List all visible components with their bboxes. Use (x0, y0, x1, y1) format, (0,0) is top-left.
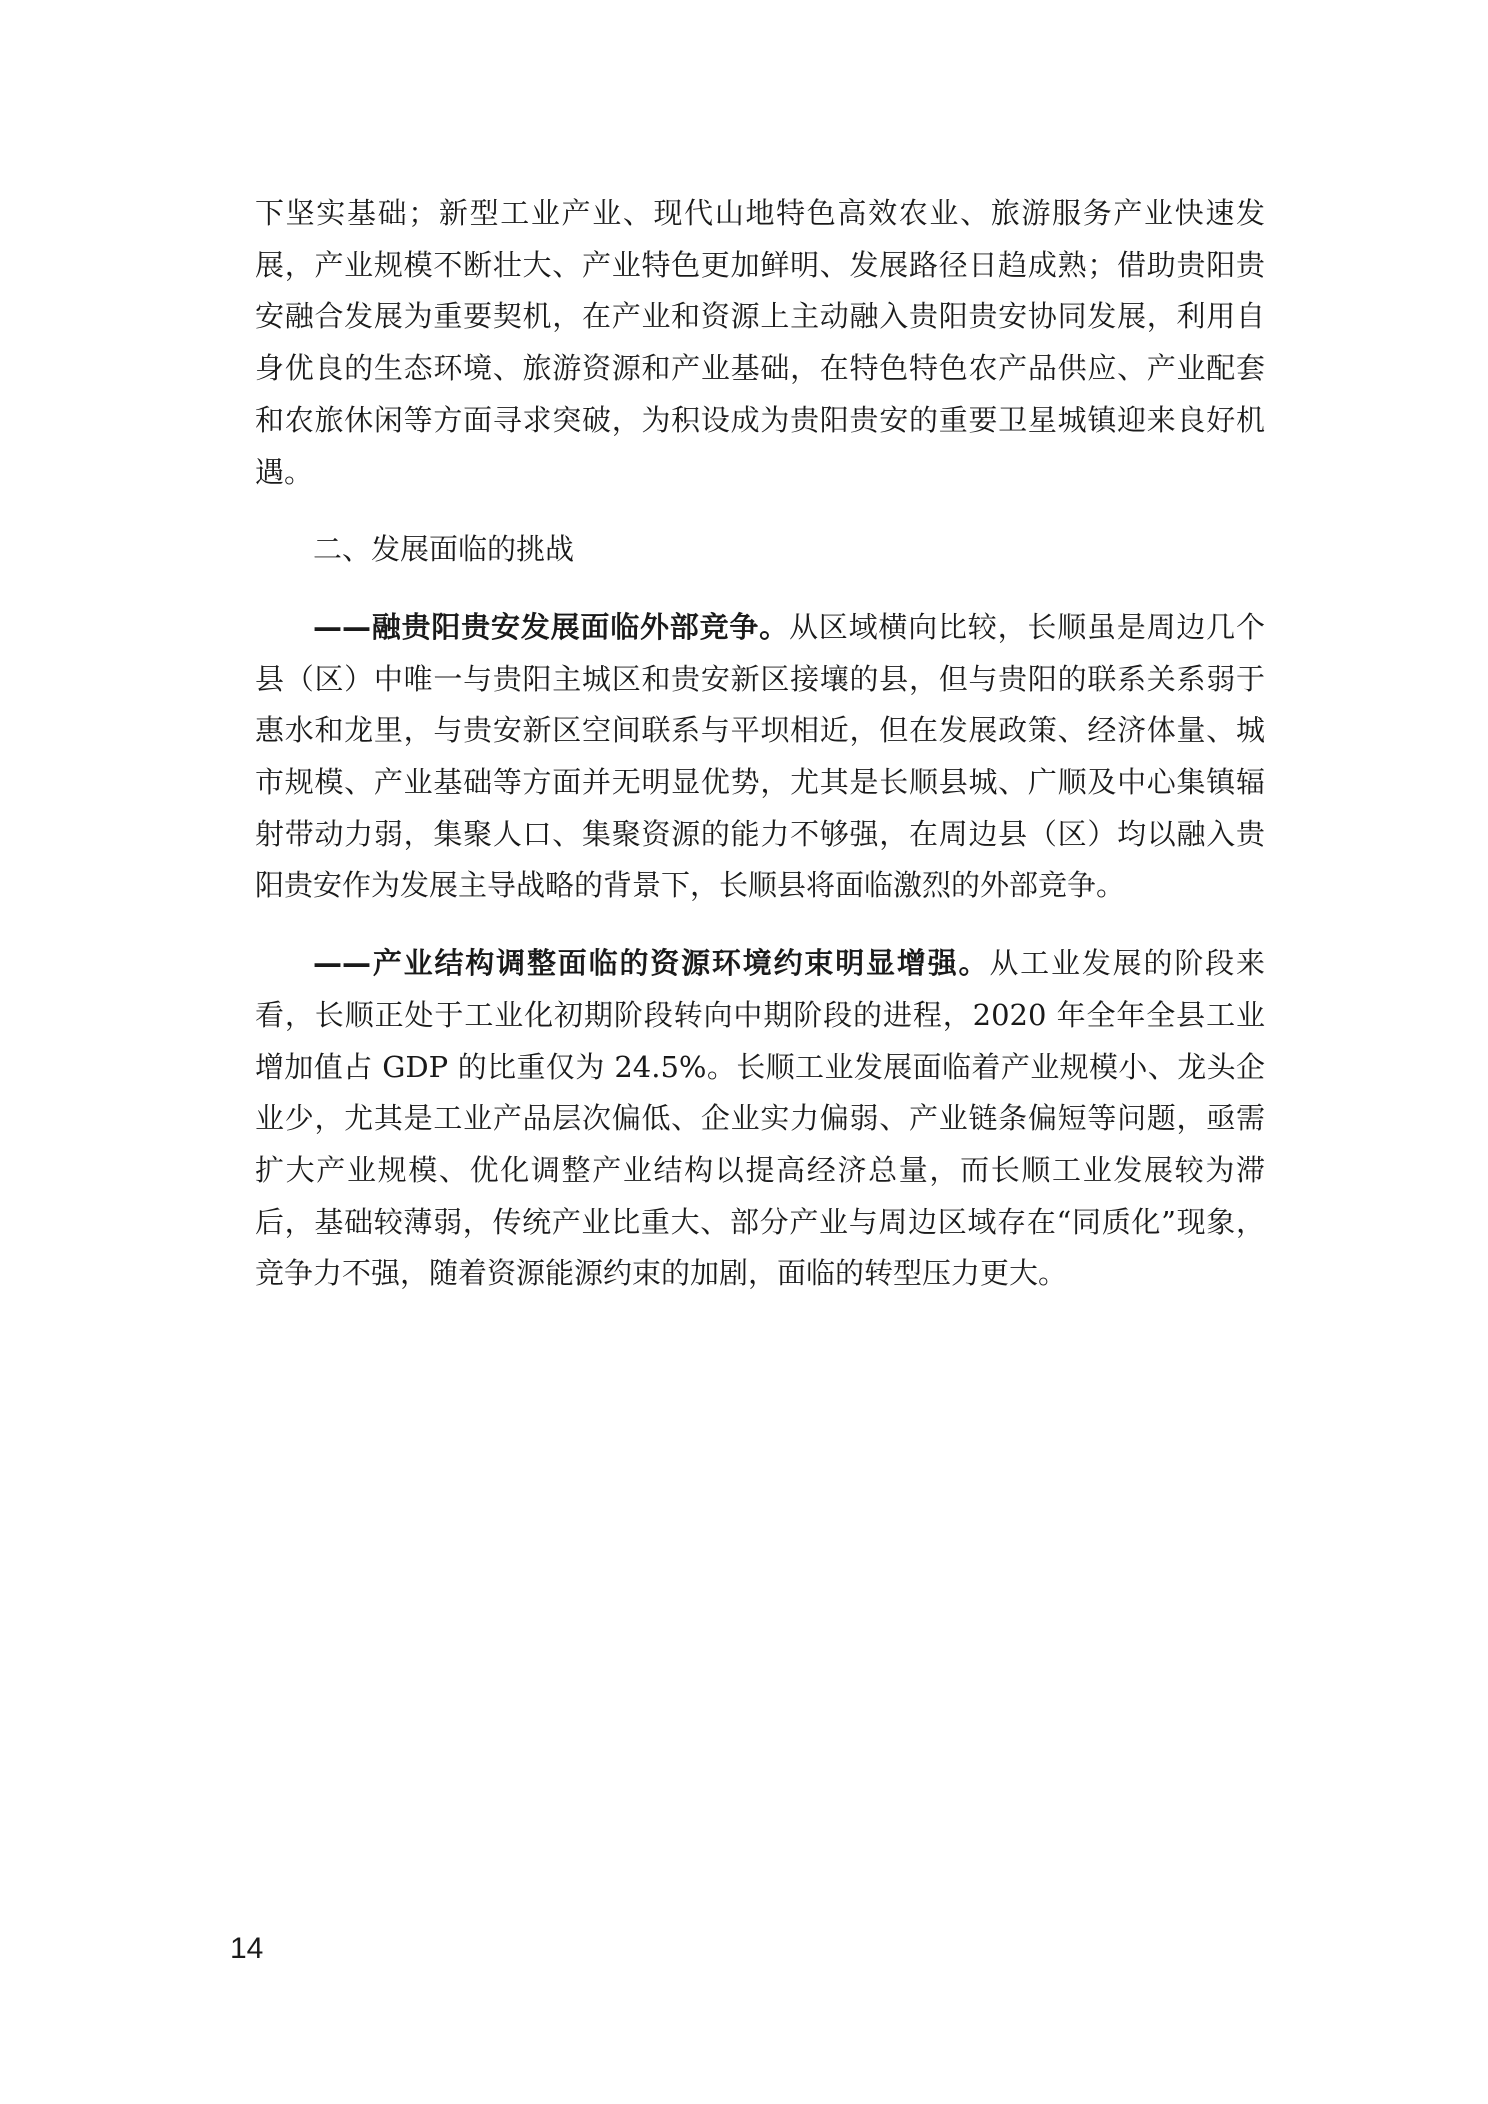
document-body (255, 188, 1265, 1326)
paragraph-lead: ——融贵阳贵安发展面临外部竞争。 (313, 609, 789, 644)
paragraph-text: 从工业发展的阶段来看，长顺正处于工业化初期阶段转向中期阶段的进程，2020 年全年全县工业增加值占 GDP 的比重仅为 24.5%。长顺工业发展面临着产业规模小、龙头企业少，尤其是工业产品层次偏低、企业实力偏弱、产业链条偏短等问题，亟需扩大产业规模、优化调整产业结构以提高经济总量，而长顺工业发展较为滞后，基础较薄弱，传统产业比重大、部分产业与周边区域存在“同质化”现象，竞争力不强，随着资源能源约束的加剧，面临的转型压力更大。 (255, 946, 1265, 1291)
continuation-paragraph: 下坚实基础；新型工业产业、现代山地特色高效农业、旅游服务产业快速发展，产业规模不断壮大、产业特色更加鲜明、发展路径日趋成熟；借助贵阳贵安融合发展为重要契机，在产业和资源上主动融入贵阳贵安协同发展，利用自身优良的生态环境、旅游资源和产业基础，在特色特色农产品供应、产业配套和农旅休闲等方面寻求突破，为积设成为贵阳贵安的重要卫星城镇迎来良好机遇。 (255, 196, 1265, 489)
paragraph-resource-constraints (255, 938, 1265, 1300)
paragraph-external-competition (255, 602, 1265, 912)
section-heading: 二、发展面临的挑战 (313, 532, 575, 567)
paragraph-lead: ——产业结构调整面临的资源环境约束明显增强。 (313, 946, 990, 981)
paragraph-text: 从区域横向比较，长顺虽是周边几个县（区）中唯一与贵阳主城区和贵安新区接壤的县，但与贵阳的联系关系弱于惠水和龙里，与贵安新区空间联系与平坝相近，但在发展政策、经济体量、城市规模、产业基础等方面并无明显优势，尤其是长顺县城、广顺及中心集镇辐射带动力弱，集聚人口、集聚资源的能力不够强，在周边县（区）均以融入贵阳贵安作为发展主导战略的背景下，长顺县将面临激烈的外部竞争。 (255, 609, 1265, 903)
page-number: 14 (230, 1932, 264, 1965)
